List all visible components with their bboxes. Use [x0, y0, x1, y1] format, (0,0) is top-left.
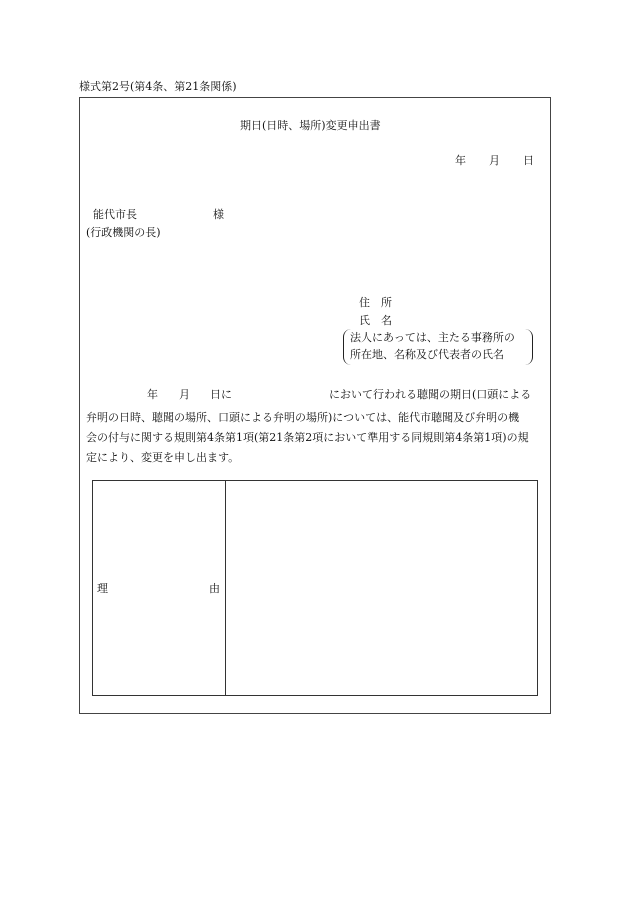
addressee-agency: (行政機関の長) [86, 226, 161, 239]
date-month: 月 [489, 154, 500, 167]
body-day: 日に [210, 388, 232, 401]
addressee-mayor: 能代市長 [93, 208, 137, 221]
date-day: 日 [523, 154, 534, 167]
body-line4: 定により、変更を申し出ます。 [86, 451, 240, 464]
reason-divider [225, 480, 226, 696]
date-year: 年 [455, 154, 466, 167]
body-line1: において行われる聴聞の期日(口頭による [329, 388, 532, 401]
applicant-name-label: 氏 名 [359, 314, 392, 327]
document-title: 期日(日時、場所)変更申出書 [240, 119, 381, 132]
reason-input-area[interactable] [227, 482, 536, 694]
applicant-address-label: 住 所 [359, 296, 392, 309]
reason-label-left: 理 [97, 582, 108, 595]
body-year: 年 [147, 388, 158, 401]
body-line3: 会の付与に関する規則第4条第1項(第21条第2項において準用する同規則第4条第1項)の規 [86, 431, 529, 444]
body-month: 月 [179, 388, 190, 401]
body-line2: 弁明の日時、聴聞の場所、口頭による弁明の場所)については、能代市聴聞及び弁明の機 [86, 411, 520, 424]
reason-label-right: 由 [209, 582, 220, 595]
corporate-note-line1: 法人にあっては、主たる事務所の [350, 331, 515, 344]
addressee-honorific: 様 [213, 208, 224, 221]
form-number: 様式第2号(第4条、第21条関係) [79, 80, 237, 93]
corporate-note-line2: 所在地、名称及び代表者の氏名 [350, 348, 504, 361]
